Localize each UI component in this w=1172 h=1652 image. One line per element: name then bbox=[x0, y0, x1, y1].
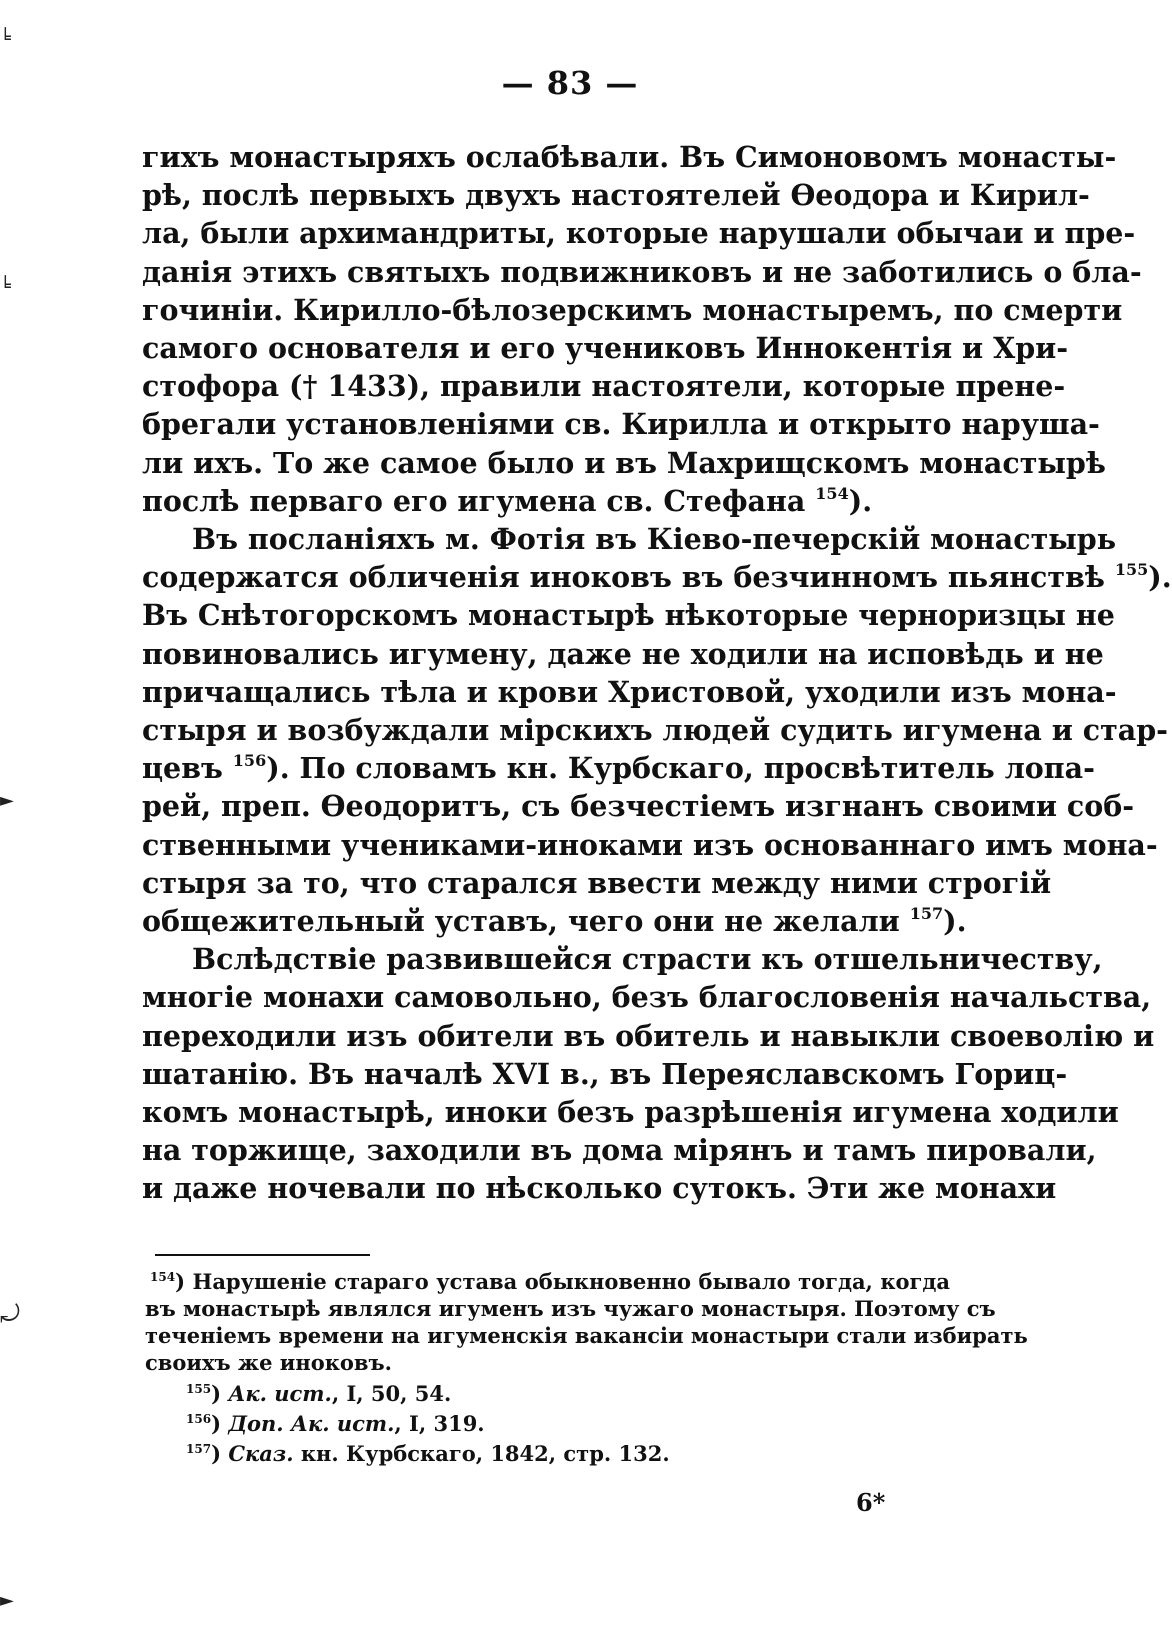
footnote-number: 155 bbox=[186, 1382, 212, 1396]
footnote-number: 154 bbox=[150, 1270, 176, 1284]
body-line-text: цевъ bbox=[142, 751, 223, 786]
body-line-text: послѣ перваго его игумена св. Стефана bbox=[142, 483, 806, 518]
body-line-text: Въ посланіяхъ м. Фотія въ Кіево-печерскій монастырь bbox=[192, 522, 1117, 556]
footnote-text: , I, 50, 54. bbox=[331, 1381, 452, 1406]
body-line-text: рѣ, послѣ первыхъ двухъ настоятелей Ѳеодора и Кирил- bbox=[142, 178, 1090, 213]
body-line-text: рей, преп. Ѳеодоритъ, съ безчестіемъ изгнанъ своими соб- bbox=[142, 789, 1135, 824]
body-line-text: Вслѣдствіе развившейся страсти къ отшельничеству, bbox=[192, 942, 1103, 977]
body-line-text: и даже ночевали по нѣсколько сутокъ. Эти же монахи bbox=[142, 1171, 1057, 1206]
footnote-154-line: въ монастырѣ являлся игуменъ изъ чужаго монастыря. Поэтому съ bbox=[145, 1296, 996, 1321]
body-line bbox=[142, 175, 1090, 215]
body-line bbox=[142, 1130, 1097, 1170]
body-line-text: брегали установленіями св. Кирилла и открыто наруша- bbox=[142, 407, 1100, 442]
scan-artifact-mark: ⤾ bbox=[0, 1300, 20, 1328]
body-line-text: стофора († 1433), правили настоятели, которые прене- bbox=[142, 369, 1066, 404]
body-line-text: стыря за то, что старался ввести между ними строгій bbox=[142, 865, 1052, 900]
body-line-text: переходили изъ обители въ обитель и навыкли своеволію и bbox=[142, 1018, 1155, 1053]
footnote-number: 156 bbox=[186, 1412, 212, 1426]
footnote-number: 157 bbox=[186, 1442, 212, 1456]
body-line bbox=[142, 901, 967, 941]
body-line bbox=[142, 557, 1172, 597]
body-line bbox=[142, 366, 1066, 406]
body-line-text: многіе монахи самовольно, безъ благословенія начальства, bbox=[142, 980, 1152, 1015]
body-line bbox=[142, 137, 1117, 177]
footnote-155: $^{155}$) Ак. ист., I, 50, 54. bbox=[186, 1381, 452, 1406]
footnote-source: Доп. Ак. ист. bbox=[228, 1411, 395, 1436]
footnote-text: , I, 319. bbox=[394, 1411, 485, 1436]
body-line bbox=[142, 252, 1142, 292]
scan-artifact-mark: ► bbox=[0, 1590, 14, 1611]
body-line bbox=[142, 1054, 1068, 1094]
body-line-text: комъ монастырѣ, иноки безъ разрѣшенія игумена ходили bbox=[142, 1095, 1119, 1129]
footnote-reference: 157 bbox=[909, 904, 944, 923]
footnote-154-line: теченіемъ времени на игуменскія вакансіи монастыри стали избирать bbox=[145, 1323, 1028, 1348]
footnote-text: ) Нарушеніе стараго устава обыкновенно бывало тогда, когда bbox=[175, 1269, 950, 1294]
scan-artifact-mark: ╘ bbox=[0, 28, 11, 49]
body-line bbox=[142, 977, 1152, 1017]
body-line bbox=[142, 710, 1168, 750]
signature-mark: 6* bbox=[856, 1488, 886, 1517]
body-line-text: шатанію. Въ началѣ XVI в., въ Переяславскомъ Гориц- bbox=[142, 1056, 1068, 1091]
body-line-text-after: ). По словамъ кн. Курбскаго, просвѣтитель лопа- bbox=[266, 751, 1095, 786]
scan-artifact-mark: ╘ bbox=[0, 276, 11, 297]
footnote-154-line: своихъ же иноковъ. bbox=[145, 1350, 392, 1375]
footnote-separator bbox=[155, 1254, 370, 1256]
body-line-text-after: ). bbox=[943, 904, 967, 938]
body-line bbox=[192, 519, 1117, 559]
footnote-reference: 154 bbox=[815, 483, 849, 503]
body-line-text: ственными учениками-иноками изъ основаннаго имъ мона- bbox=[142, 827, 1158, 862]
body-line-text: причащались тѣла и крови Христовой, уходили изъ мона- bbox=[142, 674, 1117, 709]
body-line-text-after: ). bbox=[1148, 560, 1172, 595]
footnote-156: $^{156}$) Доп. Ак. ист., I, 319. bbox=[186, 1411, 485, 1436]
body-line bbox=[142, 443, 1106, 483]
body-line bbox=[142, 404, 1100, 444]
body-line-text: стыря и возбуждали мірскихъ людей судить игумена и стар- bbox=[142, 713, 1168, 747]
body-line-text: самого основателя и его учениковъ Иннокентія и Хри- bbox=[142, 331, 1069, 365]
body-line bbox=[142, 863, 1052, 903]
footnote-reference: 156 bbox=[232, 751, 267, 771]
body-line-text: Въ Снѣтогорскомъ монастырѣ нѣкоторые черноризцы не bbox=[142, 598, 1115, 633]
body-line bbox=[142, 328, 1069, 368]
body-line bbox=[142, 748, 1095, 788]
body-line bbox=[142, 595, 1115, 635]
footnote-154-line bbox=[150, 1268, 950, 1295]
body-line-text: ли ихъ. То же самое было и въ Махрищскомъ монастырѣ bbox=[142, 445, 1106, 480]
body-line bbox=[142, 481, 950, 521]
footnote-source: Ак. ист. bbox=[228, 1381, 332, 1406]
body-line-text: гихъ монастыряхъ ослабѣвали. Въ Симоновомъ монасты- bbox=[142, 140, 1117, 174]
body-line bbox=[142, 1092, 1119, 1132]
body-line-text-after: ). bbox=[848, 483, 873, 518]
body-line bbox=[142, 1168, 1057, 1208]
footnote-157: $^{157}$) Сказ. кн. Курбскаго, 1842, стр. 132. bbox=[186, 1441, 670, 1466]
body-line bbox=[142, 290, 1123, 330]
body-line bbox=[142, 825, 1158, 865]
body-line bbox=[142, 672, 1117, 712]
body-line bbox=[192, 939, 1103, 979]
scan-artifact-mark: ► bbox=[0, 790, 14, 811]
body-line-text: повиновались игумену, даже не ходили на исповѣдь и не bbox=[142, 636, 1104, 671]
body-line-text: данія этихъ святыхъ подвижниковъ и не заботились о бла- bbox=[142, 254, 1142, 289]
body-line-text: ла, были архимандриты, которые нарушали обычаи и пре- bbox=[142, 216, 1136, 251]
body-line-text: общежительный уставъ, чего они не желали bbox=[142, 904, 900, 938]
body-line-text: гочиніи. Кирилло-бѣлозерскимъ монастыремъ, по смерти bbox=[142, 292, 1123, 327]
body-line bbox=[142, 1016, 1155, 1056]
body-line-text: на торжище, заходили въ дома мірянъ и тамъ пировали, bbox=[142, 1133, 1097, 1168]
footnote-source: Сказ. bbox=[228, 1441, 294, 1466]
page-number: — 83 — bbox=[501, 64, 639, 102]
body-line bbox=[142, 634, 1104, 674]
footnote-text: кн. Курбскаго, 1842, стр. 132. bbox=[293, 1441, 670, 1466]
footnote-reference: 155 bbox=[1114, 560, 1149, 580]
body-line bbox=[142, 213, 1136, 253]
body-line bbox=[142, 786, 1135, 826]
body-line-text: содержатся обличенія иноковъ въ безчинномъ пьянствѣ bbox=[142, 560, 1105, 595]
